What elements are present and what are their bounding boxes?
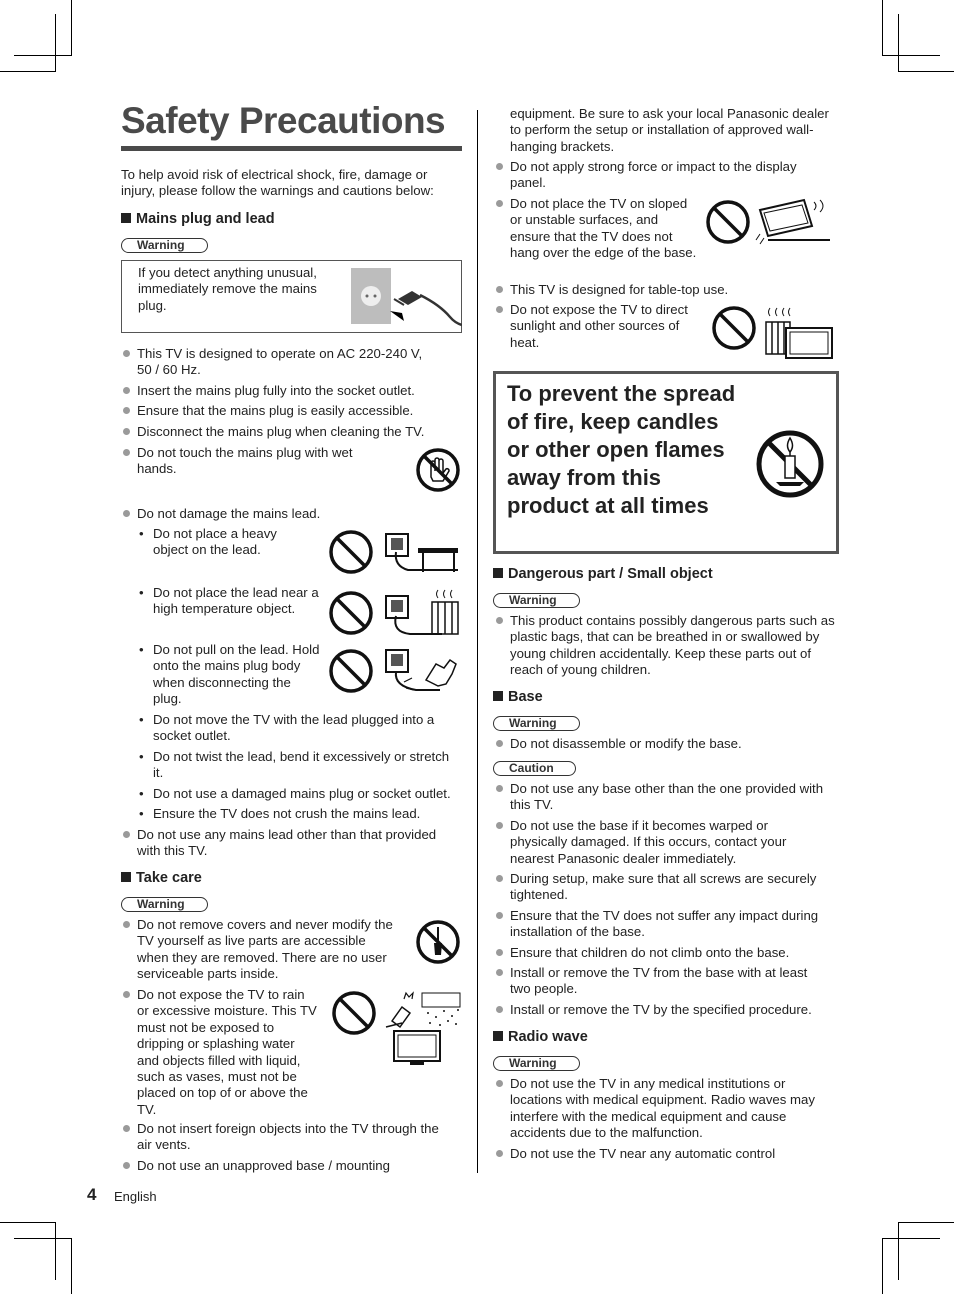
list-item-text: Install or remove the TV by the specified procedure.	[510, 1002, 812, 1017]
sub-list-item	[139, 806, 453, 822]
crop-mark	[0, 1222, 56, 1223]
crop-mark	[14, 55, 72, 56]
list-item	[510, 613, 835, 679]
no-disassembly-icon	[415, 919, 461, 965]
list-item	[510, 945, 835, 961]
list-item	[137, 827, 457, 860]
section-heading-take-care	[121, 870, 202, 886]
no-wet-hands-icon	[415, 447, 461, 493]
list-item	[510, 1002, 835, 1018]
bullet-dot-icon	[496, 785, 503, 792]
list-item	[510, 871, 835, 904]
crop-mark	[14, 1238, 72, 1239]
heading-text: Base	[508, 689, 543, 705]
crop-mark	[882, 1238, 883, 1294]
list-item-text: Ensure that children do not climb onto the base.	[510, 945, 790, 960]
warning-badge: Warning	[493, 1056, 580, 1071]
list-item-text: Do not use any mains lead other than that provided with this TV.	[137, 827, 437, 859]
list-item-text: Do not use the TV in any medical institutions or locations with medical equipment. Radio waves may interfere with the medical equipment and cause accidents due to the malfunction.	[510, 1076, 815, 1141]
sub-list-item	[139, 712, 453, 745]
sub-list-item-text: Ensure the TV does not crush the mains lead.	[153, 806, 421, 821]
list-item-text: Do not disassemble or modify the base.	[510, 736, 742, 751]
no-heavy-object-icon	[328, 528, 460, 576]
list-item-text: Ensure that the TV does not suffer any impact during installation of the base.	[510, 908, 819, 940]
dot-marker-icon: •	[139, 806, 144, 821]
intro-text: To help avoid risk of electrical shock, fire, damage or injury, please follow the warnings and cautions below:	[121, 167, 434, 199]
column-divider	[477, 110, 478, 1173]
list-item	[510, 908, 835, 941]
warning-badge: Warning	[121, 238, 208, 253]
bullet-dot-icon	[496, 822, 503, 829]
bullet-dot-icon	[496, 1006, 503, 1013]
square-bullet-icon	[121, 213, 131, 223]
crop-mark	[882, 55, 940, 56]
heading-text: Radio wave	[508, 1029, 588, 1045]
sub-list-item-text: Do not use a damaged mains plug or socket outlet.	[153, 786, 451, 801]
unplug-icon	[350, 267, 462, 327]
list-item	[137, 987, 319, 1118]
list-item-text: Do not damage the mains lead.	[137, 506, 321, 521]
heading-text: Take care	[136, 870, 202, 886]
list-item	[510, 1146, 835, 1162]
caution-badge: Caution	[493, 761, 576, 776]
bullet-dot-icon	[496, 912, 503, 919]
section-heading-base	[493, 689, 543, 705]
bullet-dot-icon	[123, 991, 130, 998]
crop-mark	[55, 1222, 56, 1280]
no-unstable-surface-icon	[704, 196, 832, 252]
crop-mark	[898, 1222, 954, 1223]
bullet-dot-icon	[496, 286, 503, 293]
list-item-text: Do not use the base if it becomes warped or physically damaged. If this occurs, contact your nearest Panasonic dealer immediately.	[510, 818, 787, 866]
bullet-dot-icon	[496, 740, 503, 747]
crop-mark	[898, 14, 899, 72]
bullet-dot-icon	[496, 200, 503, 207]
dot-marker-icon: •	[139, 712, 144, 727]
square-bullet-icon	[493, 691, 503, 701]
list-item-text: This product contains possibly dangerous parts such as plastic bags, that can be breathed in or swallowed by young children accidentally. Keep these parts out of reach of young children.	[510, 613, 835, 678]
heading-text: Dangerous part / Small object	[508, 566, 713, 582]
list-item-text: Disconnect the mains plug when cleaning the TV.	[137, 424, 425, 439]
warning-badge: Warning	[121, 897, 208, 912]
crop-mark	[71, 0, 72, 56]
dot-marker-icon: •	[139, 526, 144, 541]
sub-list-item-text: Do not twist the lead, bend it excessively or stretch it.	[153, 749, 450, 781]
sub-list-item-text: Do not place the lead near a high temperature object.	[153, 585, 319, 617]
square-bullet-icon	[121, 872, 131, 882]
list-item-text: This TV is designed for table-top use.	[510, 282, 729, 297]
page-title: Safety Precautions	[121, 100, 446, 141]
crop-mark	[0, 71, 56, 72]
no-heat-near-lead-icon	[328, 588, 460, 638]
list-item	[137, 424, 461, 440]
sub-list-item-text: Do not pull on the lead. Hold onto the mains plug body when disconnecting the plug.	[153, 642, 320, 707]
bullet-dot-icon	[496, 306, 503, 313]
list-item	[510, 302, 700, 351]
bullet-dot-icon	[123, 449, 130, 456]
bullet-dot-icon	[496, 969, 503, 976]
dot-marker-icon: •	[139, 749, 144, 764]
warning-badge: Warning	[493, 716, 580, 731]
crop-mark	[55, 14, 56, 72]
list-item	[137, 346, 437, 379]
language-label: English	[114, 1189, 157, 1204]
list-item	[137, 445, 377, 478]
bullet-dot-icon	[123, 387, 130, 394]
dot-marker-icon: •	[139, 585, 144, 600]
sub-list-item-text: Do not place a heavy object on the lead.	[153, 526, 277, 558]
no-candle-icon	[754, 428, 826, 500]
list-item	[137, 383, 457, 399]
sub-list-item	[139, 749, 461, 782]
crop-mark	[882, 1238, 940, 1239]
list-item-text: Do not use an unapproved base / mounting	[137, 1158, 390, 1173]
list-item-text: Do not apply strong force or impact to the display panel.	[510, 159, 797, 191]
crop-mark	[71, 1238, 72, 1294]
fire-warning-text: To prevent the spread of fire, keep candles or other open flames away from this product at all times	[507, 381, 736, 518]
section-heading-mains	[121, 211, 275, 227]
bullet-dot-icon	[496, 1080, 503, 1087]
list-item-text: Insert the mains plug fully into the socket outlet.	[137, 383, 415, 398]
no-water-icon	[330, 989, 462, 1069]
list-item	[137, 917, 399, 983]
bullet-dot-icon	[496, 163, 503, 170]
sub-list-item	[139, 526, 313, 559]
bullet-dot-icon	[496, 617, 503, 624]
sub-list-item-text: Do not move the TV with the lead plugged into a socket outlet.	[153, 712, 435, 744]
bullet-dot-icon	[496, 949, 503, 956]
square-bullet-icon	[493, 1031, 503, 1041]
bullet-dot-icon	[496, 1150, 503, 1157]
sub-list-item	[139, 786, 463, 802]
heading-text: Mains plug and lead	[136, 211, 275, 227]
bullet-dot-icon	[123, 921, 130, 928]
title-rule	[121, 146, 462, 151]
list-item-text: Do not insert foreign objects into the TV through the air vents.	[137, 1121, 439, 1153]
dot-marker-icon: •	[139, 786, 144, 801]
list-item	[137, 403, 457, 419]
list-item-text: Do not expose the TV to rain or excessive moisture. This TV must not be exposed to dripping or splashing water and objects filled with liquid, such as vases, must not be placed on top of or above the TV.	[137, 987, 317, 1117]
list-item	[510, 159, 830, 192]
sub-list-item	[139, 585, 323, 618]
list-item-text: This TV is designed to operate on AC 220-240 V, 50 / 60 Hz.	[137, 346, 423, 378]
dot-marker-icon: •	[139, 642, 144, 657]
section-heading-radio	[493, 1029, 588, 1045]
warning-box	[121, 260, 462, 333]
list-item	[510, 1076, 830, 1142]
list-item	[510, 781, 835, 814]
bullet-dot-icon	[123, 1125, 130, 1132]
bullet-dot-icon	[123, 1162, 130, 1169]
crop-mark	[898, 71, 954, 72]
list-item-text: During setup, make sure that all screws are securely tightened.	[510, 871, 817, 903]
list-item-text: Ensure that the mains plug is easily accessible.	[137, 403, 414, 418]
square-bullet-icon	[493, 568, 503, 578]
list-item	[137, 1158, 457, 1174]
page-number: 4	[87, 1185, 97, 1204]
warning-badge: Warning	[493, 593, 580, 608]
fire-warning-box	[493, 371, 839, 554]
list-item	[510, 282, 830, 298]
list-item	[510, 196, 698, 262]
list-item-text: Do not use any base other than the one provided with this TV.	[510, 781, 824, 813]
no-heat-source-icon	[710, 304, 834, 360]
list-item	[137, 1121, 457, 1154]
bullet-dot-icon	[123, 350, 130, 357]
bullet-dot-icon	[496, 875, 503, 882]
list-item	[510, 965, 830, 998]
list-item	[137, 506, 437, 522]
list-item-text: Do not place the TV on sloped or unstable surfaces, and ensure that the TV does not hang over the edge of the base.	[510, 196, 697, 261]
list-item-text: Do not use the TV near any automatic control	[510, 1146, 776, 1161]
list-item-text: Install or remove the TV from the base with at least two people.	[510, 965, 808, 997]
list-item	[510, 818, 820, 867]
bullet-dot-icon	[123, 831, 130, 838]
bullet-dot-icon	[123, 428, 130, 435]
continued-text: equipment. Be sure to ask your local Panasonic dealer to perform the setup or installation of approved wall-hanging brackets.	[510, 106, 829, 154]
bullet-dot-icon	[123, 510, 130, 517]
list-item-text: Do not touch the mains plug with wet hands.	[137, 445, 353, 477]
crop-mark	[882, 0, 883, 56]
list-item	[510, 736, 830, 752]
list-item-text: Do not remove covers and never modify the TV yourself as live parts are accessible when they are removed. There are no user serviceable parts inside.	[137, 917, 393, 982]
list-item-text: Do not expose the TV to direct sunlight and other sources of heat.	[510, 302, 688, 350]
no-pulling-lead-icon	[328, 646, 460, 696]
sub-list-item	[139, 642, 323, 708]
warning-box-text: If you detect anything unusual, immediately remove the mains plug.	[138, 265, 317, 313]
crop-mark	[898, 1222, 899, 1280]
bullet-dot-icon	[123, 407, 130, 414]
section-heading-dangerous	[493, 566, 713, 582]
